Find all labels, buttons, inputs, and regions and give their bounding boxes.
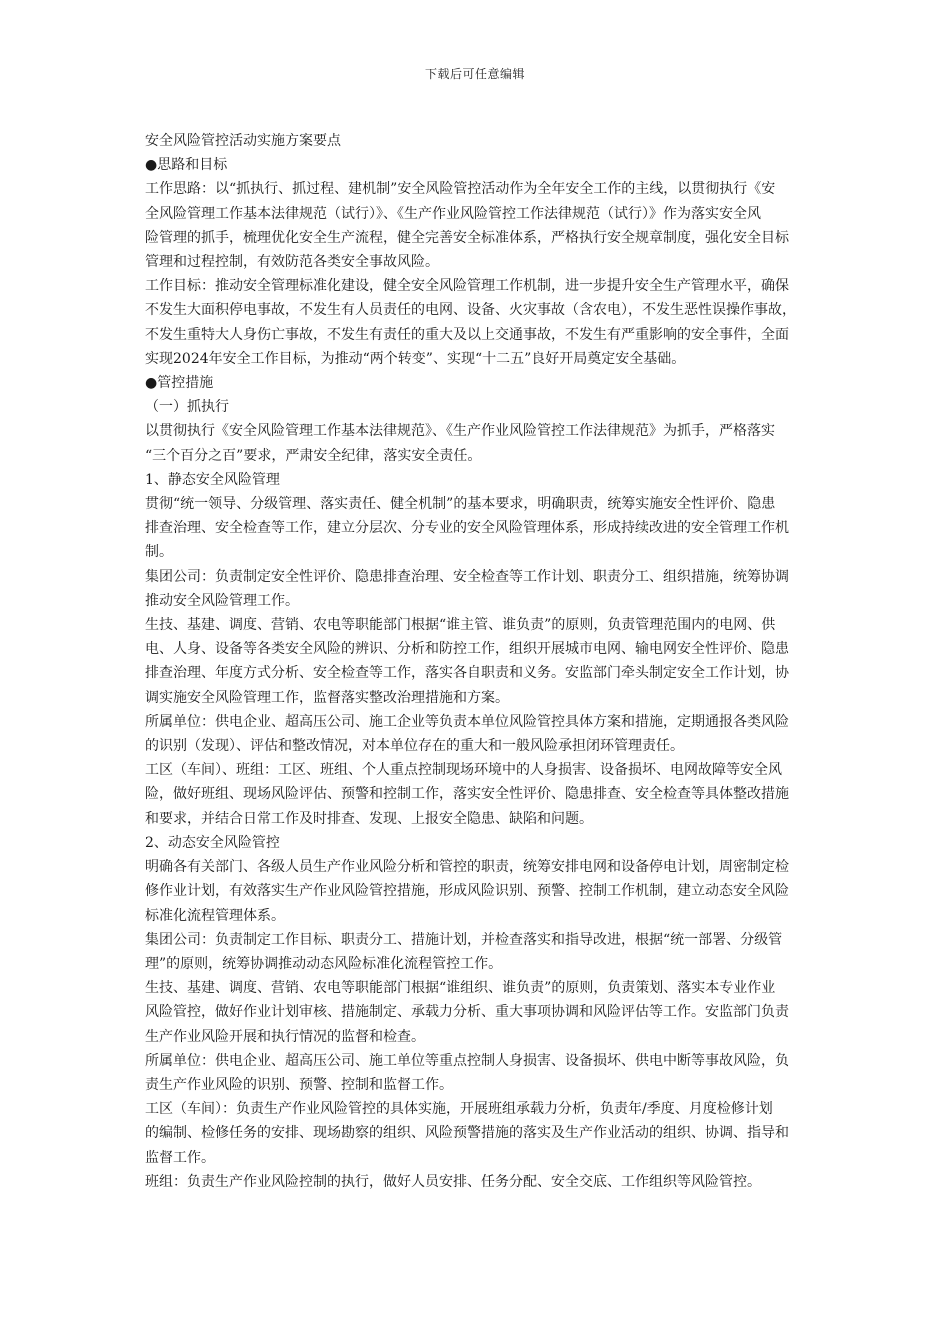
paragraph-line: 险管理的抓手，梳理优化安全生产流程，健全完善安全标准体系，严格执行安全规章制度，强化安全目标 [145, 229, 789, 246]
paragraph-line: 理”的原则，统筹协调推动动态风险标准化流程管控工作。 [145, 955, 503, 972]
subsection-heading: 1、静态安全风险管理 [145, 471, 280, 488]
paragraph-line: 班组：负责生产作业风险控制的执行，做好人员安排、任务分配、安全交底、工作组织等风险管控。 [145, 1173, 761, 1190]
paragraph-line: 修作业计划，有效落实生产作业风险管控措施，形成风险识别、预警、控制工作机制，建立动态安全风险 [145, 883, 789, 900]
paragraph-line: 明确各有关部门、各级人员生产作业风险分析和管控的职责，统筹安排电网和设备停电计划，周密制定检 [145, 859, 789, 876]
paragraph-line: “三个百分之百”要求，严肃安全纪律，落实安全责任。 [145, 447, 482, 464]
subsection-heading: 2、动态安全风险管控 [145, 834, 280, 851]
paragraph-line: 调实施安全风险管理工作，监督落实整改治理措施和方案。 [145, 689, 509, 706]
paragraph-line: 工作思路：以“抓执行、抓过程、建机制”安全风险管控活动作为全年安全工作的主线，以贯彻执行《安 [145, 181, 776, 198]
paragraph-line: 的编制、检修任务的安排、现场勘察的组织、风险预警措施的落实及生产作业活动的组织、协调、指导和 [145, 1125, 789, 1142]
paragraph-line: 管理和过程控制，有效防范各类安全事故风险。 [145, 254, 439, 271]
paragraph-line: 电、人身、设备等各类安全风险的辨识、分析和防控工作，组织开展城市电网、输电网安全性评价、隐患 [145, 641, 789, 658]
paragraph-line: 不发生大面积停电事故，不发生有人员责任的电网、设备、火灾事故（含农电），不发生恶性误操作事故， [145, 302, 796, 319]
paragraph-line: 所属单位：供电企业、超高压公司、施工企业等负责本单位风险管控具体方案和措施，定期通报各类风险 [145, 713, 789, 730]
section-heading: ●思路和目标 [145, 157, 228, 174]
paragraph-line: 生技、基建、调度、营销、农电等职能部门根据“谁主管、谁负责”的原则，负责管理范围内的电网、供 [145, 617, 776, 634]
paragraph-line: 实现2024年安全工作目标，为推动“两个转变”、实现“十二五”良好开局奠定安全基础。 [145, 350, 686, 367]
subsection-heading: （一）抓执行 [145, 399, 229, 416]
paragraph-line: 集团公司：负责制定安全性评价、隐患排查治理、安全检查等工作计划、职责分工、组织措施，统筹协调 [145, 568, 789, 585]
paragraph-line: 生技、基建、调度、营销、农电等职能部门根据“谁组织、谁负责”的原则，负责策划、落实本专业作业 [145, 980, 776, 997]
paragraph-line: 贯彻“统一领导、分级管理、落实责任、健全机制”的基本要求，明确职责，统筹实施安全性评价、隐患 [145, 496, 776, 513]
paragraph-line: 生产作业风险开展和执行情况的监督和检查。 [145, 1028, 425, 1045]
paragraph-line: 工作目标：推动安全管理标准化建设，健全安全风险管理工作机制，进一步提升安全生产管理水平，确保 [145, 278, 789, 295]
paragraph-line: 风险管控，做好作业计划审核、措施制定、承载力分析、重大事项协调和风险评估等工作。安监部门负责 [145, 1004, 789, 1021]
paragraph-line: 监督工作。 [145, 1149, 215, 1166]
paragraph-line: 制。 [145, 544, 173, 561]
paragraph-line: 和要求，并结合日常工作及时排查、发现、上报安全隐患、缺陷和问题。 [145, 810, 593, 827]
paragraph-line: 排查治理、年度方式分析、安全检查等工作，落实各自职责和义务。安监部门牵头制定安全工作计划，协 [145, 665, 789, 682]
page-header: 下载后可任意编辑 [424, 67, 525, 81]
paragraph-line: 工区（车间）、班组：工区、班组、个人重点控制现场环境中的人身损害、设备损坏、电网故障等安全风 [145, 762, 782, 779]
paragraph-line: 以贯彻执行《安全风险管理工作基本法律规范》、《生产作业风险管控工作法律规范》为抓手，严格落实 [145, 423, 775, 440]
paragraph-line: 不发生重特大人身伤亡事故，不发生有责任的重大及以上交通事故，不发生有严重影响的安全事件，全面 [145, 326, 789, 343]
paragraph-line: 推动安全风险管理工作。 [145, 592, 299, 609]
paragraph-line: 所属单位：供电企业、超高压公司、施工单位等重点控制人身损害、设备损坏、供电中断等事故风险，负 [145, 1052, 789, 1069]
section-heading: ●管控措施 [145, 375, 214, 392]
paragraph-line: 责生产作业风险的识别、预警、控制和监督工作。 [145, 1076, 453, 1093]
paragraph-line: 全风险管理工作基本法律规范（试行）》、《生产作业风险管控工作法律规范（试行）》作为落实安全风 [145, 205, 761, 222]
paragraph-line: 的识别（发现）、评估和整改情况，对本单位存在的重大和一般风险承担闭环管理责任。 [145, 738, 684, 755]
paragraph-line: 排查治理、安全检查等工作，建立分层次、分专业的安全风险管理体系，形成持续改进的安全管理工作机 [145, 520, 789, 537]
paragraph-line: 工区（车间）：负责生产作业风险管控的具体实施，开展班组承载力分析，负责年/季度、月度检修计划 [145, 1101, 773, 1118]
document-body [145, 129, 810, 1194]
doc-title: 安全风险管控活动实施方案要点 [145, 133, 341, 149]
paragraph-line: 集团公司：负责制定工作目标、职责分工、措施计划，并检查落实和指导改进，根据“统一部署、分级管 [145, 931, 783, 948]
paragraph-line: 标准化流程管理体系。 [145, 907, 285, 924]
paragraph-line: 险，做好班组、现场风险评估、预警和控制工作，落实安全性评价、隐患排查、安全检查等具体整改措施 [145, 786, 789, 803]
